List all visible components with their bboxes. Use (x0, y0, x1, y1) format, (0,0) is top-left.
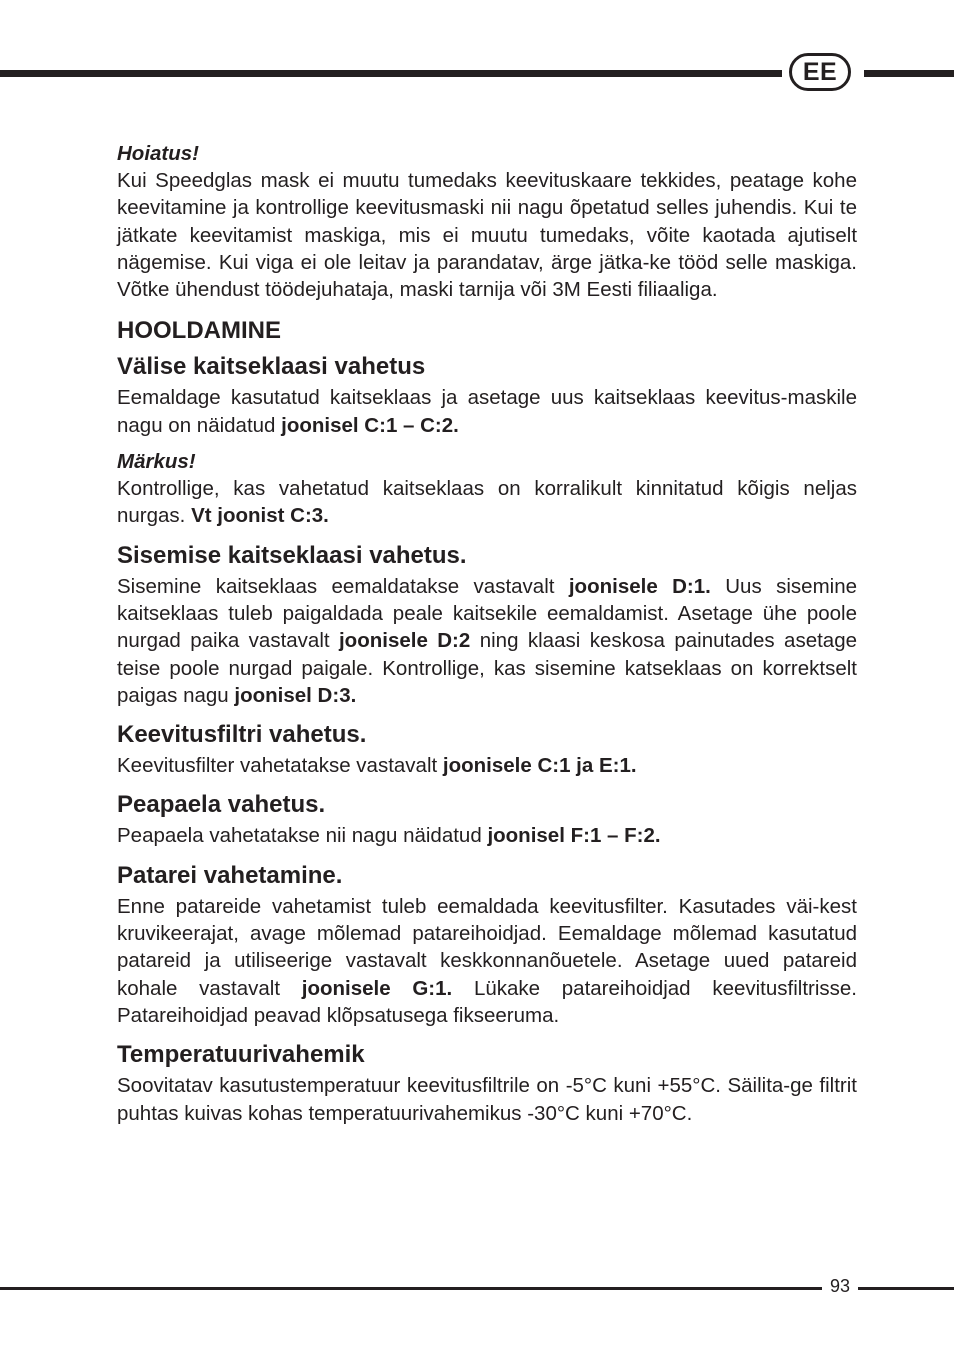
note-title: Märkus! (117, 450, 196, 474)
headband-heading: Peapaela vahetus. (117, 791, 326, 819)
inner-lens-heading: Sisemise kaitseklaasi vahetus. (117, 541, 467, 569)
inner-lens-text: Sisemine kaitseklaas eemaldatakse vastavalt joonisele D:1. Uus sisemine kaitseklaas tuleb paigaldada peale kaitsekile eemaldamist. Asetage ühe poole nurgad paika vastavalt joonisele D:2 ning klaasi keskosa painutades asetage teise poole nurgad paigale. Kontrollige, kas sisemine katseklaas on korrektselt paigas nagu joonisel D:3. (117, 574, 858, 707)
footer-rule-right (858, 1287, 954, 1290)
warning-text: Kui Speedglas mask ei muutu tumedaks keevituskaare tekkides, peatage kohe keevitamine ja kontrollige keevitusmaski nii nagu õpetatud selles juhendis. Kui te jätkate keevitamist maskiga, mis ei muutu tumedaks, võite kaotada ajutiselt nägemise. Kui viga ei ole leitav ja parandatav, ärge jätka-ke tööd selle maskiga. Võtke ühendust töödejuhataja, maski tarnija või 3M Eesti filiaaliga. (117, 169, 858, 302)
headband-text: Peapaela vahetatakse nii nagu näidatud joonisel F:1 – F:2. (117, 824, 661, 848)
figure-reference: joonisele C:1 ja E:1. (442, 754, 637, 778)
temperature-section (117, 1040, 857, 1127)
figure-reference: joonisele D:2 (338, 629, 471, 653)
page-number: 93 (829, 1276, 851, 1296)
figure-reference: joonisele G:1. (301, 976, 453, 1000)
temperature-text: Soovitatav kasutustemperatuur keevitusfiltrile on -5°C kuni +55°C. Säilita-ge filtrit puhtas kuivas kohas temperatuurivahemikus -30°C kuni +70°C. (117, 1074, 857, 1125)
figure-reference: joonisel D:3. (234, 683, 357, 707)
header-rule-right (864, 70, 954, 77)
filter-text: Keevitusfilter vahetatakse vastavalt joonisele C:1 ja E:1. (117, 754, 637, 778)
headband-section (117, 790, 857, 849)
battery-section (117, 861, 857, 1029)
figure-reference: joonisel F:1 – F:2. (487, 824, 661, 848)
inner-lens-section (117, 541, 857, 709)
filter-heading: Keevitusfiltri vahetus. (117, 721, 367, 749)
battery-text: Enne patareide vahetamist tuleb eemaldada keevitusfilter. Kasutades väi-kest kruvikeerajat, avage mõlemad patareihoidjad. Eemaldage mõlemad kasutatud patareid ja utiliseerige vastavalt keskkonnanõuetele. Asetage uued patareid kohale vastavalt joonisele G:1. Lükake patareihoidjad keevitusfiltrisse. Patareihoidjad peavad klõpsatusega fikseeruma. (117, 894, 857, 1027)
footer-rule-left (0, 1287, 822, 1290)
language-badge: EE (789, 53, 851, 91)
figure-reference: joonisele D:1. (568, 574, 711, 598)
battery-heading: Patarei vahetamine. (117, 861, 343, 889)
filter-section (117, 720, 857, 779)
note-section (117, 448, 857, 530)
temperature-heading: Temperatuurivahemik (117, 1041, 365, 1069)
header-rule-left (0, 70, 782, 77)
outer-lens-heading: Välise kaitseklaasi vahetus (117, 353, 426, 381)
warning-section (117, 140, 857, 303)
maintenance-heading: HOOLDAMINE (117, 317, 281, 345)
warning-title: Hoiatus! (117, 142, 199, 165)
page-content (117, 140, 857, 1127)
figure-reference: joonisel C:1 – C:2. (281, 413, 459, 437)
note-text: Kontrollige, kas vahetatud kaitseklaas on korralikult kinnitatud kõigis neljas nurgas. Vt joonist C:3. (117, 477, 857, 528)
outer-lens-section (117, 352, 857, 439)
outer-lens-text: Eemaldage kasutatud kaitseklaas ja asetage uus kaitseklaas keevitus-maskile nagu on näidatud joonisel C:1 – C:2. (117, 386, 857, 437)
figure-reference: Vt joonist C:3. (191, 504, 329, 528)
